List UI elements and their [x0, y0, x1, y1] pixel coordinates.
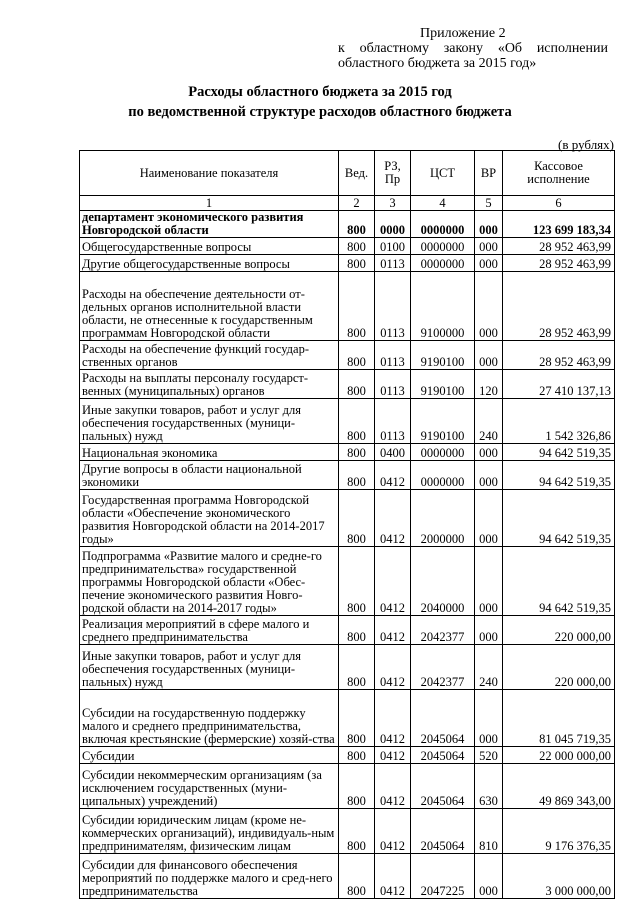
row-name: Субсидии некоммерческим организациям (за исключением государственных (муни-ципальных) учреждений) — [80, 764, 339, 809]
row-cst: 2045064 — [411, 764, 475, 809]
row-ved: 800 — [339, 854, 375, 899]
annex-law-line-2: областного бюджета за 2015 год» — [338, 56, 537, 71]
row-vr: 000 — [475, 238, 503, 255]
row-rz: 0113 — [375, 272, 411, 341]
row-rz: 0412 — [375, 547, 411, 616]
row-ved: 800 — [339, 747, 375, 764]
row-vr: 000 — [475, 854, 503, 899]
row-cst: 0000000 — [411, 444, 475, 461]
table-row — [80, 809, 615, 854]
table-row — [80, 399, 615, 444]
table-row — [80, 461, 615, 490]
row-sum: 3 000 000,00 — [503, 854, 615, 899]
row-vr: 000 — [475, 690, 503, 747]
row-cst: 2040000 — [411, 547, 475, 616]
row-rz: 0412 — [375, 616, 411, 645]
column-number: 5 — [475, 196, 503, 211]
row-rz: 0412 — [375, 809, 411, 854]
row-vr: 520 — [475, 747, 503, 764]
row-cst: 2042377 — [411, 616, 475, 645]
table-row — [80, 211, 615, 238]
row-vr: 000 — [475, 444, 503, 461]
table-row — [80, 764, 615, 809]
row-name: Другие вопросы в области национальной экономики — [80, 461, 339, 490]
row-cst: 2047225 — [411, 854, 475, 899]
row-ved: 800 — [339, 547, 375, 616]
row-ved: 800 — [339, 616, 375, 645]
row-rz: 0000 — [375, 211, 411, 238]
row-name: Иные закупки товаров, работ и услуг для обеспечения государственных (муници-пальных) нужд — [80, 399, 339, 444]
row-vr: 810 — [475, 809, 503, 854]
row-vr: 120 — [475, 370, 503, 399]
row-ved: 800 — [339, 399, 375, 444]
row-ved: 800 — [339, 238, 375, 255]
header-rz: РЗ, Пр — [375, 151, 411, 196]
row-name: департамент экономического развития Новгородской области — [80, 211, 339, 238]
row-sum: 28 952 463,99 — [503, 238, 615, 255]
column-number: 6 — [503, 196, 615, 211]
row-name: Другие общегосударственные вопросы — [80, 255, 339, 272]
row-sum: 220 000,00 — [503, 645, 615, 690]
annex-title: Приложение 2 — [420, 26, 506, 41]
row-name: Субсидии — [80, 747, 339, 764]
row-ved: 800 — [339, 255, 375, 272]
table-row — [80, 272, 615, 341]
row-vr: 000 — [475, 461, 503, 490]
row-vr: 630 — [475, 764, 503, 809]
row-rz: 0412 — [375, 690, 411, 747]
row-cst: 2045064 — [411, 690, 475, 747]
row-rz: 0412 — [375, 645, 411, 690]
row-cst: 2045064 — [411, 809, 475, 854]
row-cst: 2000000 — [411, 490, 475, 547]
row-rz: 0412 — [375, 461, 411, 490]
row-name: Субсидии для финансового обеспечения мероприятий по поддержке малого и сред-него предпринимательства — [80, 854, 339, 899]
row-vr: 000 — [475, 547, 503, 616]
budget-table — [79, 150, 615, 899]
row-name: Расходы на выплаты персоналу государст-венных (муниципальных) органов — [80, 370, 339, 399]
row-vr: 240 — [475, 399, 503, 444]
row-cst: 9190100 — [411, 341, 475, 370]
row-sum: 28 952 463,99 — [503, 255, 615, 272]
row-rz: 0113 — [375, 341, 411, 370]
table-row — [80, 370, 615, 399]
row-rz: 0100 — [375, 238, 411, 255]
row-ved: 800 — [339, 211, 375, 238]
column-number-row — [80, 196, 615, 211]
row-sum: 94 642 519,35 — [503, 461, 615, 490]
table-row — [80, 547, 615, 616]
row-name: Государственная программа Новгородской области «Обеспечение экономического развития Новгородской области на 2014-2017 годы» — [80, 490, 339, 547]
row-ved: 800 — [339, 444, 375, 461]
table-row — [80, 616, 615, 645]
row-ved: 800 — [339, 272, 375, 341]
row-cst: 9190100 — [411, 399, 475, 444]
table-row — [80, 444, 615, 461]
column-number: 4 — [411, 196, 475, 211]
row-rz: 0412 — [375, 747, 411, 764]
row-sum: 28 952 463,99 — [503, 341, 615, 370]
table-row — [80, 341, 615, 370]
row-name: Расходы на обеспечение деятельности от-дельных органов исполнительной власти области, не отнесенные к государственным программам Новгородской области — [80, 272, 339, 341]
row-sum: 123 699 183,34 — [503, 211, 615, 238]
row-vr: 240 — [475, 645, 503, 690]
row-sum: 94 642 519,35 — [503, 547, 615, 616]
budget-table-body — [80, 151, 615, 899]
row-ved: 800 — [339, 690, 375, 747]
row-rz: 0412 — [375, 854, 411, 899]
row-sum: 9 176 376,35 — [503, 809, 615, 854]
row-cst: 9190100 — [411, 370, 475, 399]
column-number: 1 — [80, 196, 339, 211]
row-name: Субсидии юридическим лицам (кроме не-коммерческих организаций), индивидуаль-ным предпринимателям, физическим лицам — [80, 809, 339, 854]
row-name: Общегосударственные вопросы — [80, 238, 339, 255]
row-name: Реализация мероприятий в сфере малого и среднего предпринимательства — [80, 616, 339, 645]
table-row — [80, 238, 615, 255]
row-sum: 94 642 519,35 — [503, 490, 615, 547]
annex-block — [338, 26, 608, 71]
header-sum: Кассовое исполнение — [503, 151, 615, 196]
header-vr: ВР — [475, 151, 503, 196]
header-row — [80, 151, 615, 196]
table-row — [80, 690, 615, 747]
column-number: 2 — [339, 196, 375, 211]
row-name: Расходы на обеспечение функций государ-ственных органов — [80, 341, 339, 370]
row-vr: 000 — [475, 490, 503, 547]
row-ved: 800 — [339, 490, 375, 547]
row-ved: 800 — [339, 341, 375, 370]
row-cst: 0000000 — [411, 238, 475, 255]
header-name: Наименование показателя — [80, 151, 339, 196]
row-sum: 1 542 326,86 — [503, 399, 615, 444]
row-cst: 9100000 — [411, 272, 475, 341]
row-sum: 27 410 137,13 — [503, 370, 615, 399]
header-cst: ЦСТ — [411, 151, 475, 196]
table-row — [80, 255, 615, 272]
row-sum: 94 642 519,35 — [503, 444, 615, 461]
table-row — [80, 645, 615, 690]
row-vr: 000 — [475, 255, 503, 272]
row-vr: 000 — [475, 616, 503, 645]
row-vr: 000 — [475, 272, 503, 341]
row-sum: 220 000,00 — [503, 616, 615, 645]
row-cst: 0000000 — [411, 255, 475, 272]
table-row — [80, 490, 615, 547]
row-sum: 22 000 000,00 — [503, 747, 615, 764]
row-sum: 81 045 719,35 — [503, 690, 615, 747]
row-cst: 0000000 — [411, 461, 475, 490]
row-cst: 2042377 — [411, 645, 475, 690]
page-subtitle: по ведомственной структуре расходов областного бюджета — [128, 104, 512, 120]
row-name: Субсидии на государственную поддержку малого и среднего предпринимательства, включая крестьянские (фермерские) хозяй-ства — [80, 690, 339, 747]
row-ved: 800 — [339, 809, 375, 854]
row-ved: 800 — [339, 461, 375, 490]
row-cst: 0000000 — [411, 211, 475, 238]
row-ved: 800 — [339, 370, 375, 399]
row-ved: 800 — [339, 645, 375, 690]
header-ved: Вед. — [339, 151, 375, 196]
page-title: Расходы областного бюджета за 2015 год — [188, 84, 452, 100]
column-number: 3 — [375, 196, 411, 211]
row-name: Иные закупки товаров, работ и услуг для обеспечения государственных (муници-пальных) нужд — [80, 645, 339, 690]
row-rz: 0113 — [375, 255, 411, 272]
row-name: Подпрограмма «Развитие малого и средне-го предпринимательства» государственной программы Новгородской области «Обес-печение экономического развития Новго-родской области на 2014-2017 годы» — [80, 547, 339, 616]
row-vr: 000 — [475, 211, 503, 238]
unit-label: (в рублях) — [558, 137, 614, 152]
row-rz: 0412 — [375, 764, 411, 809]
annex-law-line: к областному закону «Об исполнении — [338, 41, 608, 56]
row-sum: 28 952 463,99 — [503, 272, 615, 341]
row-cst: 2045064 — [411, 747, 475, 764]
row-rz: 0113 — [375, 370, 411, 399]
row-sum: 49 869 343,00 — [503, 764, 615, 809]
row-ved: 800 — [339, 764, 375, 809]
row-vr: 000 — [475, 341, 503, 370]
table-row — [80, 747, 615, 764]
row-name: Национальная экономика — [80, 444, 339, 461]
row-rz: 0412 — [375, 490, 411, 547]
row-rz: 0400 — [375, 444, 411, 461]
table-row — [80, 854, 615, 899]
row-rz: 0113 — [375, 399, 411, 444]
